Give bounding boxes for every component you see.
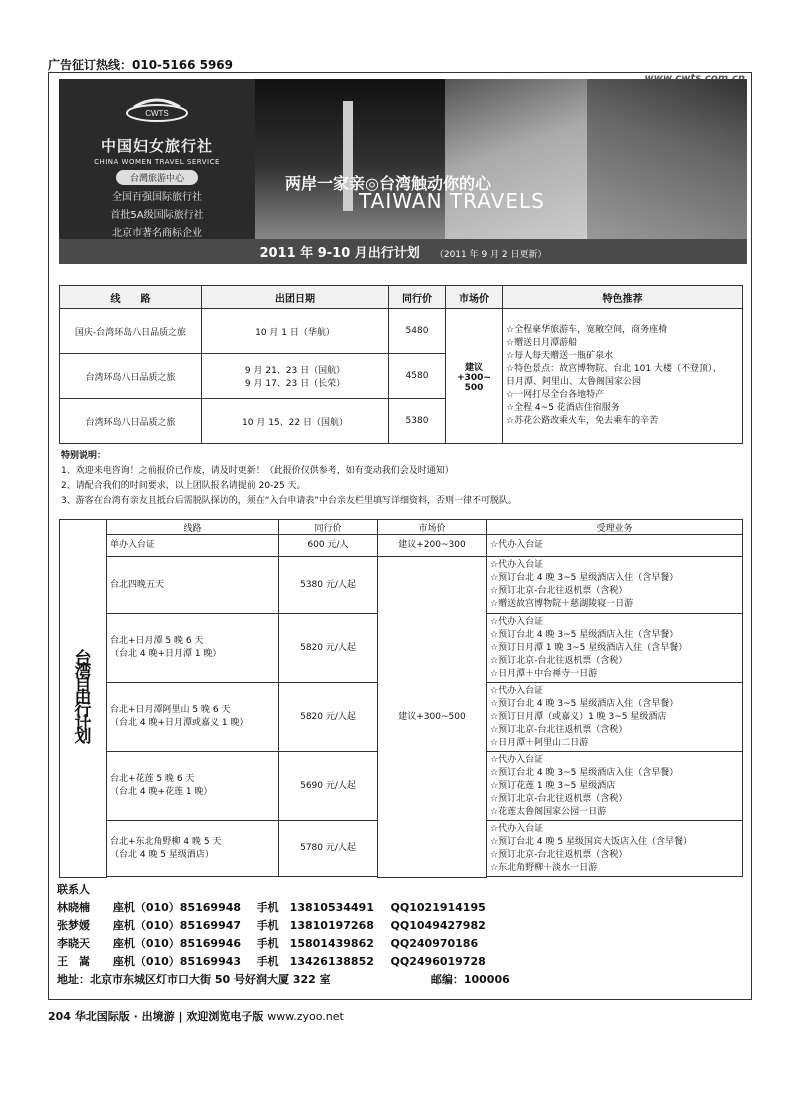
note-item: 3、游客在台湾有亲友且抵台后需脱队探访的，须在“入台申请表”中台亲友栏里填写详细资料，否则一律不可脱队。 — [61, 496, 518, 506]
service-item: ☆预订台北 4 晚 3~5 星级酒店入住（含早餐） — [490, 767, 679, 778]
notes-title: 特别说明： — [61, 451, 107, 461]
gorge-photo — [587, 79, 747, 239]
ad-frame — [48, 72, 752, 1000]
table-spacer-row — [60, 877, 743, 878]
contact-mobile[interactable]: 手机 13426138852 — [256, 955, 374, 968]
service-item: ☆预订台北 4 晚 3~5 星级酒店入住（含早餐） — [490, 698, 679, 709]
date-cell: 9 月 21、23 日（国航） 9 月 17、23 日（长荣） — [202, 354, 389, 399]
contact-landline[interactable]: 座机（010）85169947 — [112, 919, 242, 932]
price-cell: 5780 元/人起 — [279, 821, 378, 877]
route-cell: 台北+日月潭 5 晚 6 天 （台北 4 晚+日月潭 1 晚） — [107, 614, 279, 683]
banner-slogan: 两岸一家亲◎台湾触动你的心 — [285, 174, 491, 193]
contacts-title: 联系人 — [57, 883, 90, 896]
services-cell — [487, 821, 743, 877]
services-cell — [487, 752, 743, 821]
col-market: 市场价 — [446, 286, 503, 309]
contact-mobile[interactable]: 手机 13810197268 — [256, 919, 374, 932]
free-travel-side-title: 台 湾 自 由 行 计 划 — [60, 520, 107, 878]
services-cell — [487, 683, 743, 752]
route-cell: 台北+日月潭阿里山 5 晚 6 天 （台北 4 晚+日月潭或嘉义 1 晚） — [107, 683, 279, 752]
price-cell: 5820 元/人起 — [279, 614, 378, 683]
market-price-cell: 建议+300~500 — [378, 557, 487, 878]
date-cell: 10 月 15、22 日（国航） — [202, 399, 389, 444]
col-price: 同行价 — [279, 520, 378, 535]
col-services: 受理业务 — [487, 520, 743, 535]
service-item: ☆预订北京-台北往返机票（含税） — [490, 849, 628, 860]
service-item: ☆代办入台证 — [490, 754, 544, 765]
publication-name: 华北国际版 · 出境游 — [74, 1010, 175, 1023]
feature-item: ☆全程豪华旅游车，宽敞空间，商务座椅 — [506, 325, 668, 335]
contact-landline[interactable]: 座机（010）85169948 — [112, 901, 242, 914]
contact-row — [57, 917, 510, 935]
service-item: ☆预订花莲 1 晚 3~5 星级酒店 — [490, 780, 616, 791]
service-item: ☆预订北京-台北往返机票（含税） — [490, 655, 628, 666]
route-cell: 台湾环岛八日品质之旅 — [60, 354, 202, 399]
contact-name: 王 嵩 — [57, 955, 90, 968]
service-item: ☆代办入台证 — [490, 616, 544, 627]
feature-item: ☆赠送日月潭游船 — [506, 338, 578, 348]
route-cell: 国庆-台湾环岛八日品质之旅 — [60, 309, 202, 354]
table-header-row — [60, 286, 743, 309]
group-tour-table — [59, 285, 743, 444]
route-cell: 台湾环岛八日品质之旅 — [60, 399, 202, 444]
price-cell: 5820 元/人起 — [279, 683, 378, 752]
banner-slogan-en: TAIWAN TRAVELS — [359, 189, 545, 213]
services-cell — [487, 557, 743, 614]
page-footer — [48, 1008, 344, 1024]
svg-text:CWTS: CWTS — [145, 109, 169, 118]
agency-name-en: CHINA WOMEN TRAVEL SERVICE — [94, 158, 220, 166]
contact-qq[interactable]: QQ1049427982 — [390, 919, 486, 932]
service-item: ☆代办入台证 — [490, 560, 544, 570]
col-route: 线 路 — [60, 286, 202, 309]
service-item: ☆日月潭＋中台禅寺一日游 — [490, 668, 598, 679]
route-cell: 台北+东北角野柳 4 晚 5 天 （台北 4 晚 5 星级酒店） — [107, 821, 279, 877]
price-cell: 5690 元/人起 — [279, 752, 378, 821]
contact-landline[interactable]: 座机（010）85169943 — [112, 955, 242, 968]
contact-qq[interactable]: QQ2496019728 — [390, 955, 486, 968]
feature-item: ☆每人每天赠送一瓶矿泉水 — [506, 351, 614, 361]
services-cell — [487, 535, 743, 557]
table-row — [60, 535, 743, 557]
plan-title: 2011 年 9-10 月出行计划 — [259, 246, 420, 261]
col-date: 出团日期 — [202, 286, 389, 309]
service-item: ☆东北角野柳＋淡水一日游 — [490, 862, 598, 873]
contact-qq[interactable]: QQ1021914195 — [390, 901, 486, 914]
agency-name-cn: 中国妇女旅行社 — [100, 137, 213, 155]
features-cell — [503, 309, 743, 444]
footer-separator: | — [178, 1010, 183, 1023]
table-row — [60, 557, 743, 614]
service-item: ☆代办入台证 — [490, 685, 544, 696]
price-cell: 600 元/人 — [279, 535, 378, 557]
service-item: ☆预订北京-台北往返机票（含税） — [490, 724, 628, 735]
special-notes — [61, 449, 751, 509]
contact-name: 张梦媛 — [57, 919, 90, 932]
route-cell: 台北四晚五天 — [107, 557, 279, 614]
market-price-cell: 建议+200~300 — [378, 535, 487, 557]
feature-item: ☆苏花公路改乘火车，免去乘车的辛苦 — [506, 416, 659, 426]
date-cell: 10 月 1 日（华航） — [202, 309, 389, 354]
postcode: 邮编：100006 — [430, 973, 510, 986]
contact-landline[interactable]: 座机（010）85169946 — [112, 937, 242, 950]
logo-block — [59, 79, 255, 239]
plan-update-date: （2011 年 9 月 2 日更新） — [434, 250, 547, 260]
contact-name: 林晓楠 — [57, 901, 90, 914]
contact-mobile[interactable]: 手机 15801439862 — [256, 937, 374, 950]
spacer-cell — [107, 877, 487, 878]
service-item: ☆日月潭＋阿里山二日游 — [490, 737, 589, 748]
note-item: 2、请配合我们的时间要求，以上团队报名请提前 20-25 天。 — [61, 481, 306, 491]
services-cell — [487, 614, 743, 683]
table-header-row — [60, 520, 743, 535]
service-item: ☆预订北京-台北往返机票（含税） — [490, 793, 628, 804]
price-cell: 5380 — [389, 399, 446, 444]
honor-line: 北京市著名商标企业 — [112, 228, 202, 239]
contact-row — [57, 953, 510, 971]
service-item: ☆赠送故宫博物院＋慈湖陵寝一日游 — [490, 599, 634, 609]
service-item: ☆预订台北 4 晚 3~5 星级酒店入住（含早餐） — [490, 629, 679, 640]
col-route: 线路 — [107, 520, 279, 535]
address: 地址：北京市东城区灯市口大街 50 号好润大厦 322 室 — [57, 973, 331, 986]
contacts-block — [57, 881, 510, 989]
service-item: ☆花莲太鲁阁国家公园一日游 — [490, 806, 607, 817]
service-item: ☆预订日月潭 1 晚 3~5 星级酒店入住（含早餐） — [490, 642, 688, 653]
contact-row — [57, 935, 510, 953]
route-cell: 单办入台证 — [107, 535, 279, 557]
contact-row — [57, 899, 510, 917]
free-travel-table — [59, 519, 743, 878]
address-row — [57, 971, 510, 989]
price-cell: 4580 — [389, 354, 446, 399]
taipei-101-tower — [343, 101, 353, 211]
price-cell: 5480 — [389, 309, 446, 354]
plan-title-bar — [59, 239, 747, 264]
banner — [59, 79, 747, 264]
contact-name: 李晓天 — [57, 937, 90, 950]
page-number: 204 — [48, 1010, 71, 1023]
col-market: 市场价 — [378, 520, 487, 535]
taipei-night-photo — [255, 79, 445, 239]
col-features: 特色推荐 — [503, 286, 743, 309]
footer-site-link[interactable]: www.zyoo.net — [267, 1010, 344, 1023]
service-item: ☆代办入台证 — [490, 540, 544, 550]
service-item: ☆预订北京-台北往返机票（含税） — [490, 586, 628, 596]
contact-qq[interactable]: QQ240970186 — [390, 937, 479, 950]
feature-item: 日月潭、阿里山、太鲁阁国家公园 — [506, 377, 642, 387]
market-price-cell: 建议 +300~ 500 — [446, 309, 503, 444]
browse-text: 欢迎浏览电子版 — [186, 1010, 264, 1023]
feature-item: ☆一网打尽全台各地特产 — [506, 390, 605, 400]
service-item: ☆预订台北 4 晚 3~5 星级酒店入住（含早餐） — [490, 573, 679, 583]
feature-item: ☆特色景点：故宫博物院、台北 101 大楼（不登顶）、 — [506, 364, 722, 374]
rock-formation-photo — [445, 79, 587, 239]
service-item: ☆代办入台证 — [490, 823, 544, 834]
service-item: ☆预订台北 4 晚 5 星级国宾大饭店入住（含早餐） — [490, 836, 692, 847]
route-cell: 台北+花莲 5 晚 6 天 （台北 4 晚+花莲 1 晚） — [107, 752, 279, 821]
note-item: 1、欢迎来电咨询！之前报价已作废，请及时更新！（此报价仅供参考，如有变动我们会及时通知） — [61, 466, 454, 476]
feature-item: ☆全程 4~5 花酒店住宿服务 — [506, 403, 620, 413]
service-item: ☆预订日月潭（或嘉义）1 晚 3~5 星级酒店 — [490, 711, 667, 722]
price-cell: 5380 元/人起 — [279, 557, 378, 614]
department-badge: 台灣旅游中心 — [116, 170, 198, 185]
agency-logo-icon — [122, 93, 192, 127]
contact-mobile[interactable]: 手机 13810534491 — [256, 901, 374, 914]
honor-line: 全国百强国际旅行社 — [112, 192, 202, 203]
ad-hotline: 广告征订热线：010-5166 5969 — [48, 58, 234, 72]
col-price: 同行价 — [389, 286, 446, 309]
table-row — [60, 309, 743, 354]
honor-line: 首批5A级国际旅行社 — [110, 210, 204, 221]
